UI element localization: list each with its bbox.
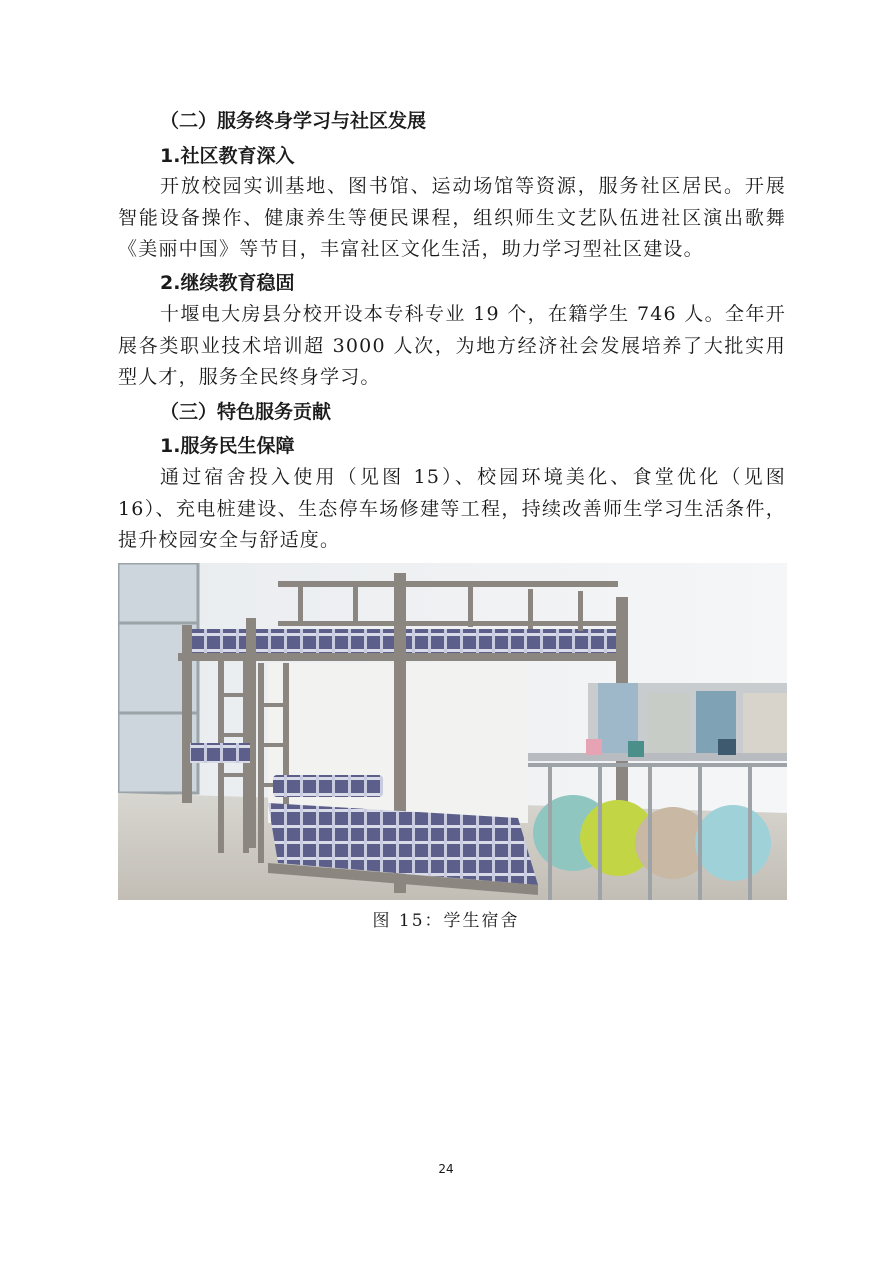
subsection-heading-livelihood: 1.服务民生保障 [160, 435, 295, 457]
section-heading-3: （三）特色服务贡献 [160, 401, 332, 423]
figure-caption: 图 15：学生宿舍 [372, 911, 520, 931]
paragraph-continuing-education: 十堰电大房县分校开设本专科专业 19 个，在籍学生 746 人。全年开展各类职业技术培训超 3000 人次，为地方经济社会发展培养了大批实用型人才，服务全民终身学习。 [118, 303, 786, 388]
dormitory-photo [118, 563, 787, 900]
paragraph-livelihood: 通过宿舍投入使用（见图 15）、校园环境美化、食堂优化（见图 16）、充电桩建设、生态停车场修建等工程，持续改善师生学习生活条件，提升校园安全与舒适度。 [118, 466, 786, 551]
subsection-heading-continuing-education: 2.继续教育稳固 [160, 272, 295, 294]
subsection-heading-community-education: 1.社区教育深入 [160, 145, 295, 167]
section-heading-2: （二）服务终身学习与社区发展 [160, 110, 427, 132]
paragraph-community-education: 开放校园实训基地、图书馆、运动场馆等资源，服务社区居民。开展智能设备操作、健康养生等便民课程，组织师生文艺队伍进社区演出歌舞《美丽中国》等节目，丰富社区文化生活，助力学习型社区建设。 [118, 175, 786, 260]
page-number: 24 [438, 1162, 454, 1176]
